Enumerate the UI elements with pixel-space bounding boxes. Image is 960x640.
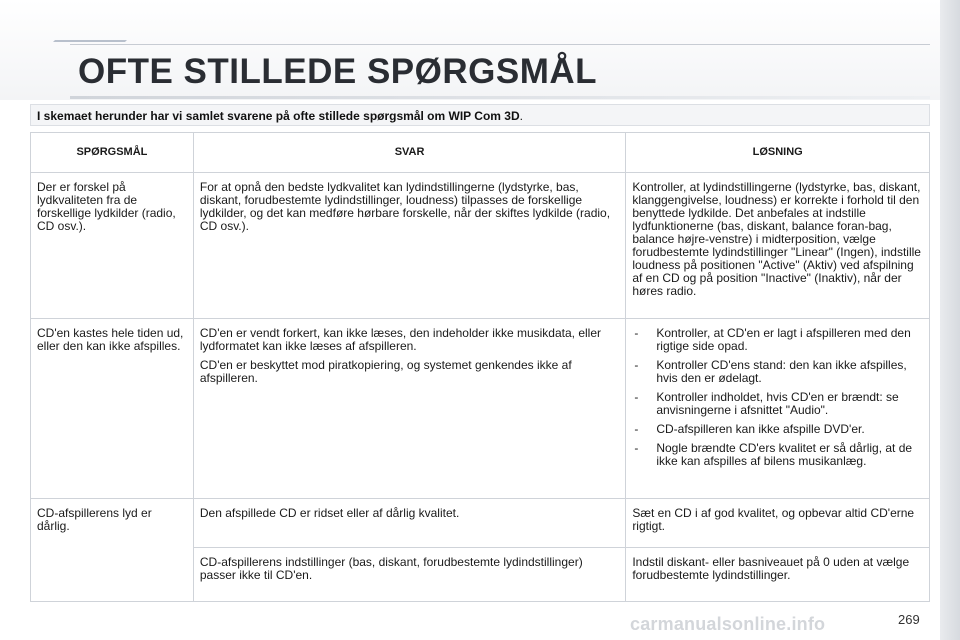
column-header-answer: SVAR <box>193 133 625 173</box>
watermark: carmanualsonline.info <box>630 614 826 634</box>
list-item: - CD-afspilleren kan ikke afspille DVD'er. <box>632 423 923 436</box>
page-number: 269 <box>898 612 920 627</box>
answer-text: For at opnå den bedste lydkvalitet kan lydindstillingerne (lydstyrke, bas, diskant, forudbestemte lydindstillinger, loudness) tilpasses de forskellige lydkilder, og det kan medføre hørbare forskelle, når der skiftes lydkilde (radio, CD osv.). <box>199 180 611 233</box>
list-item: - Kontroller indholdet, hvis CD'en er brændt: se anvisningerne i afsnittet "Audio". <box>632 391 923 417</box>
solution-cell: Kontroller, at lydindstillingerne (lydstyrke, bas, diskant, klanggengivelse, loudness) er korrekte i forhold til den benyttede lydkilde. Det anbefales at indstille lydfunktionerne (bas, diskant, balance foran-bag, balance højre-venstre) i midterposition, vælge forudbestemte lydindstillinger "Linear" (Ingen), indstille loudness på positionen "Active" (Aktiv) ved afspilning af en CD og på position "Inactive" (Inaktiv), når der høres radio. <box>626 173 930 319</box>
answer-text: CD'en er beskyttet mod piratkopiering, og systemet genkendes ikke af afspilleren. <box>199 358 572 385</box>
faq-table <box>30 132 930 602</box>
list-item: - Kontroller, at CD'en er lagt i afspilleren med den rigtige side opad. <box>632 327 923 353</box>
table-row <box>31 499 930 548</box>
question-cell: Der er forskel på lydkvaliteten fra de forskellige lydkilder (radio, CD osv.). <box>31 173 194 319</box>
intro-text-bold: I skemaet herunder har vi samlet svarene på ofte stillede spørgsmål om WIP Com 3D <box>37 109 520 123</box>
solution-cell: Sæt en CD i af god kvalitet, og opbevar altid CD'erne rigtigt. <box>626 499 930 548</box>
answer-cell: CD-afspillerens indstillinger (bas, diskant, forudbestemte lydindstillinger) passer ikke til CD'en. <box>193 548 625 602</box>
column-header-question: SPØRGSMÅL <box>31 133 194 173</box>
header-rule <box>70 44 930 45</box>
list-item: - Nogle brændte CD'ers kvalitet er så dårlig, at de ikke kan afspilles af bilens musikanlæg. <box>632 442 923 468</box>
table-header-row <box>31 133 930 173</box>
intro-text-tail: . <box>519 109 523 123</box>
column-header-solution: LØSNING <box>626 133 930 173</box>
list-item: - Kontroller CD'ens stand: den kan ikke afspilles, hvis den er ødelagt. <box>632 359 923 385</box>
intro-text <box>30 104 930 126</box>
page-title: OFTE STILLEDE SPØRGSMÅL <box>78 52 598 91</box>
header-shadow <box>70 96 930 99</box>
answer-cell <box>193 319 625 499</box>
answer-cell: Den afspillede CD er ridset eller af dårlig kvalitet. <box>193 499 625 548</box>
page-edge-strip <box>940 0 960 640</box>
answer-text: CD'en er vendt forkert, kan ikke læses, den indeholder ikke musikdata, eller lydformatet kan ikke læses af afspilleren. <box>199 326 602 353</box>
table-row <box>31 173 930 319</box>
solution-cell <box>626 319 930 499</box>
question-cell: CD'en kastes hele tiden ud, eller den kan ikke afspilles. <box>31 319 194 499</box>
question-cell: CD-afspillerens lyd er dårlig. <box>31 499 194 602</box>
table-row <box>31 319 930 499</box>
answer-cell <box>193 173 625 319</box>
solution-cell: Indstil diskant- eller basniveauet på 0 uden at vælge forudbestemte lydindstillinger. <box>626 548 930 602</box>
solution-list <box>632 327 923 468</box>
